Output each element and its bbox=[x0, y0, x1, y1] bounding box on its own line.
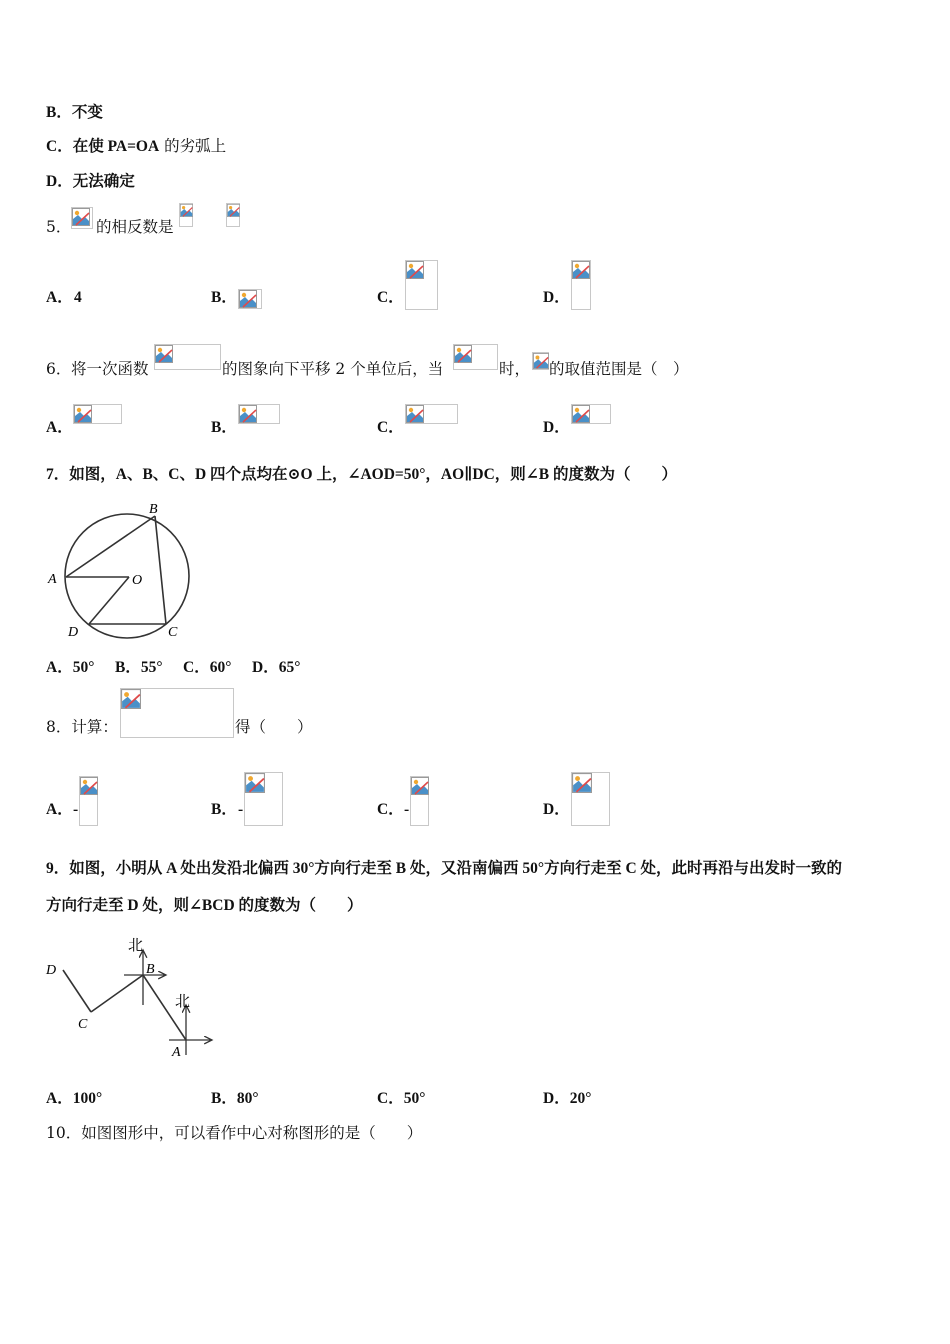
label-d: D bbox=[68, 625, 79, 640]
broken-image-icon bbox=[180, 204, 193, 217]
circle-o bbox=[65, 514, 189, 638]
label-c: C bbox=[78, 1017, 88, 1032]
label-b: B bbox=[146, 962, 155, 977]
broken-image-icon bbox=[454, 345, 472, 363]
chord-bc bbox=[155, 516, 166, 624]
q9-option-c: C．50° bbox=[377, 1090, 426, 1107]
broken-image-icon bbox=[533, 353, 549, 369]
q7-option-c: C．60° bbox=[183, 659, 232, 676]
label-north-a: 北 bbox=[175, 992, 191, 1010]
q6-condition-image bbox=[453, 344, 498, 370]
q5-option-d-label: D． bbox=[543, 289, 570, 306]
label-a: A bbox=[172, 1045, 181, 1060]
broken-image-icon bbox=[80, 777, 98, 795]
q8-option-b-minus: - bbox=[238, 801, 244, 818]
q7-option-b: B．55° bbox=[115, 659, 163, 676]
broken-image-icon bbox=[411, 777, 429, 795]
q8-option-d-image bbox=[571, 772, 610, 826]
broken-image-icon bbox=[227, 204, 240, 217]
broken-image-icon bbox=[406, 261, 424, 279]
q6-option-d-label: D． bbox=[543, 419, 570, 436]
q6-text-2: 的图象向下平移 2 个单位后，当 bbox=[222, 360, 444, 378]
broken-image-icon bbox=[72, 208, 90, 226]
q10-stem: 10．如图图形中，可以看作中心对称图形的是（ ） bbox=[46, 1124, 423, 1142]
label-c: C bbox=[168, 625, 178, 640]
broken-image-icon bbox=[572, 773, 592, 793]
q8-option-c-image bbox=[410, 776, 429, 826]
q6-option-b-image bbox=[238, 404, 280, 424]
q7-option-a: A．50° bbox=[46, 659, 95, 676]
broken-image-icon bbox=[239, 290, 257, 308]
q5-option-d-image bbox=[571, 260, 591, 310]
q7-option-d: D．65° bbox=[252, 659, 301, 676]
q8-option-d-label: D． bbox=[543, 801, 570, 818]
q7-stem: 7．如图，A、B、C、D 四个点均在⊙O 上，∠AOD=50°，AO∥DC，则∠B 的度数为（ ） bbox=[46, 466, 677, 483]
q9-direction-figure bbox=[44, 930, 224, 1065]
broken-image-icon bbox=[572, 261, 590, 279]
label-a: A bbox=[48, 572, 57, 587]
broken-image-icon bbox=[406, 405, 424, 423]
q9-option-b: B．80° bbox=[211, 1090, 259, 1107]
q8-option-c-label: C． bbox=[377, 801, 404, 818]
q5-option-a-value: 4 bbox=[74, 289, 82, 306]
segment-cd bbox=[63, 970, 91, 1012]
broken-image-icon bbox=[121, 689, 141, 709]
label-b: B bbox=[149, 502, 158, 517]
q5-option-b-image bbox=[238, 289, 262, 309]
q8-option-a-label: A． bbox=[46, 801, 73, 818]
q6-option-d-image bbox=[571, 404, 611, 424]
label-o: O bbox=[132, 573, 143, 588]
q4-option-c: C．在使 PA=OA 的劣弧上 bbox=[46, 137, 227, 155]
q8-option-b-label: B． bbox=[211, 801, 237, 818]
q8-option-b-image bbox=[244, 772, 283, 826]
label-north-b: 北 bbox=[128, 936, 144, 954]
broken-image-icon bbox=[155, 345, 173, 363]
q5-option-a-label: A． bbox=[46, 289, 73, 306]
q6-text-1: 将一次函数 bbox=[71, 360, 149, 378]
q5-option-c-image bbox=[405, 260, 438, 310]
q4-option-b: B．不变 bbox=[46, 104, 103, 121]
q9-stem-line-2: 方向行走至 D 处，则∠BCD 的度数为（ ） bbox=[46, 897, 363, 914]
label-d: D bbox=[46, 963, 57, 978]
q7-circle-figure bbox=[44, 500, 194, 645]
q6-variable-image bbox=[532, 352, 549, 370]
q6-option-c-image bbox=[405, 404, 458, 424]
broken-image-icon bbox=[74, 405, 92, 423]
q5-option-b-label: B． bbox=[211, 289, 237, 306]
q8-expression-image bbox=[120, 688, 234, 738]
q6-option-a-image bbox=[73, 404, 122, 424]
q5-stem-text: 的相反数是 bbox=[96, 218, 174, 236]
q6-number: 6． bbox=[46, 360, 72, 378]
q5-option-c-label: C． bbox=[377, 289, 404, 306]
q9-option-a: A．100° bbox=[46, 1090, 103, 1107]
q8-option-a-image bbox=[79, 776, 98, 826]
segment-bc bbox=[91, 975, 143, 1012]
q6-function-image bbox=[154, 344, 221, 370]
q8-stem-label: 8．计算： bbox=[46, 718, 118, 736]
q5-expression-image bbox=[71, 207, 93, 229]
q5-inline-image-2 bbox=[226, 203, 240, 227]
q5-inline-image-1 bbox=[179, 203, 193, 227]
q6-option-b-label: B． bbox=[211, 419, 237, 436]
broken-image-icon bbox=[239, 405, 257, 423]
q6-text-3: 时， bbox=[499, 360, 531, 378]
broken-image-icon bbox=[572, 405, 590, 423]
q6-option-a-label: A． bbox=[46, 419, 73, 436]
q9-stem-line-1: 9．如图，小明从 A 处出发沿北偏西 30°方向行走至 B 处，又沿南偏西 50°方向行走至 C 处，此时再沿与出发时一致的 bbox=[46, 860, 843, 877]
chord-ab bbox=[66, 516, 155, 577]
q9-option-d: D．20° bbox=[543, 1090, 592, 1107]
broken-image-icon bbox=[245, 773, 265, 793]
radius-od bbox=[89, 577, 129, 624]
q8-option-a-minus: - bbox=[73, 801, 79, 818]
q6-text-4: 的取值范围是（ ） bbox=[549, 360, 689, 378]
q8-stem-tail: 得（ ） bbox=[235, 718, 313, 736]
q4-option-d: D．无法确定 bbox=[46, 173, 135, 190]
q8-option-c-minus: - bbox=[404, 801, 410, 818]
q6-option-c-label: C． bbox=[377, 419, 404, 436]
q5-number: 5． bbox=[46, 218, 72, 236]
